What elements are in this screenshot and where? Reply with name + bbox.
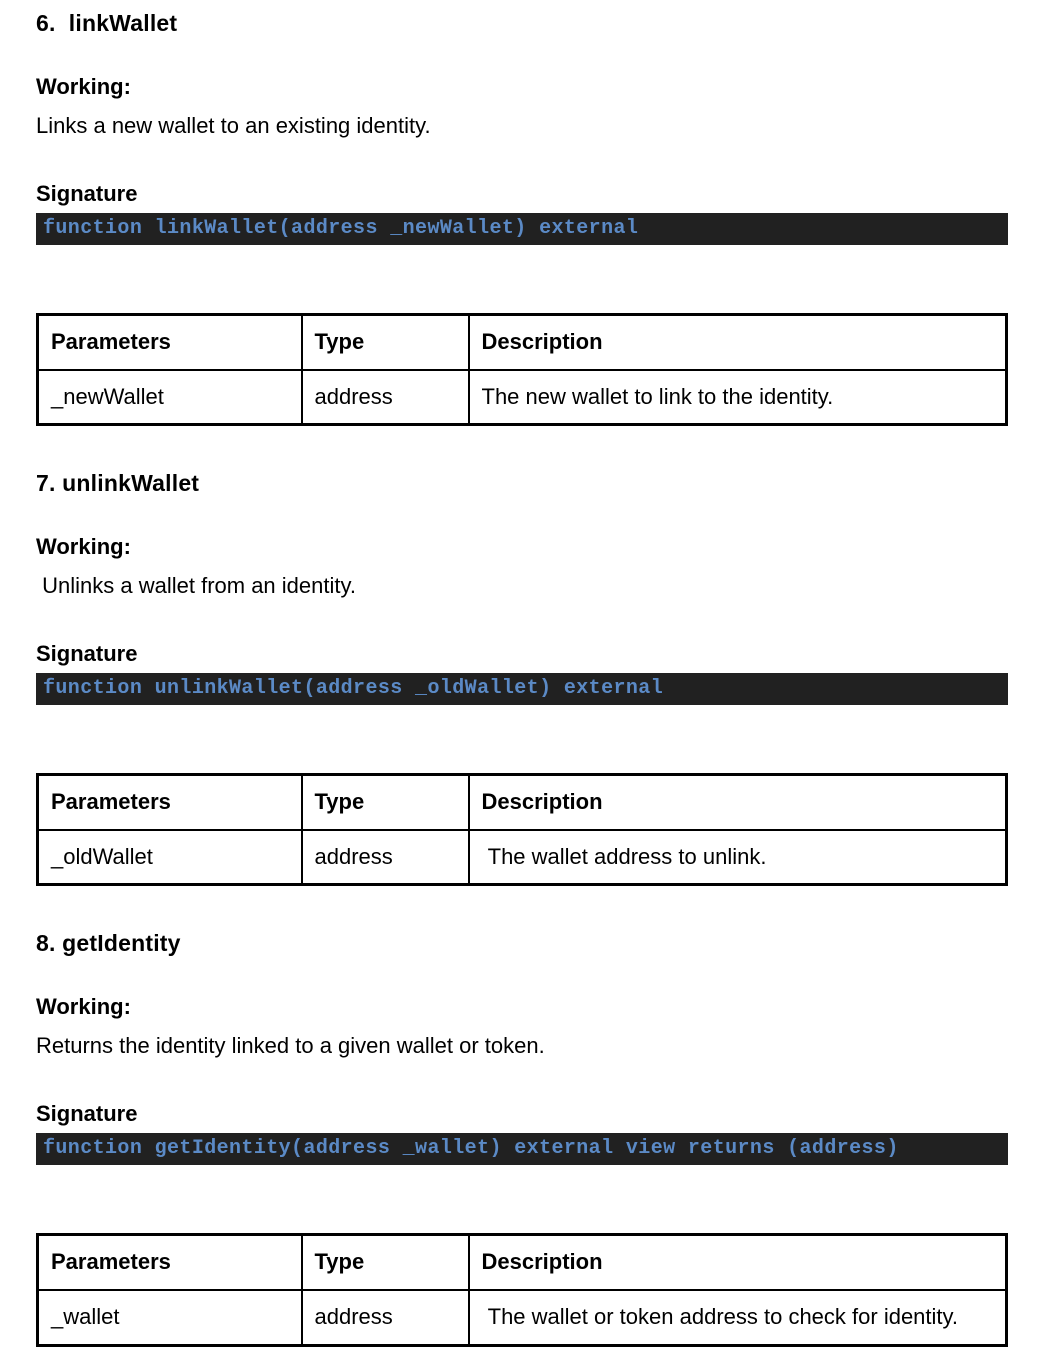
table-header-parameters: Parameters	[38, 1235, 302, 1290]
param-description-cell: The new wallet to link to the identity.	[469, 370, 1007, 425]
param-type-cell: address	[302, 830, 469, 885]
section-heading: 6. linkWallet	[36, 10, 178, 36]
param-name-cell: _newWallet	[38, 370, 302, 425]
parameters-table	[36, 1233, 1008, 1346]
signature-label: Signature	[36, 1101, 138, 1127]
signature-code-block: function linkWallet(address _newWallet) external	[36, 213, 1008, 245]
param-name-cell: _wallet	[38, 1290, 302, 1345]
table-header-type: Type	[302, 315, 469, 370]
parameters-table	[36, 313, 1008, 426]
working-label: Working:	[36, 74, 131, 99]
working-label: Working:	[36, 994, 131, 1020]
section-unlinkwallet	[36, 470, 1008, 886]
section-heading: 7. unlinkWallet	[36, 470, 200, 497]
param-description-cell: The wallet address to unlink.	[469, 830, 1007, 885]
signature-label: Signature	[36, 181, 138, 206]
signature-label: Signature	[36, 641, 138, 667]
param-type-cell: address	[302, 370, 469, 425]
signature-code-block: function unlinkWallet(address _oldWallet) external	[36, 673, 1008, 705]
param-type-cell: address	[302, 1290, 469, 1345]
table-row	[38, 1290, 1007, 1345]
section-heading: 8. getIdentity	[36, 930, 181, 957]
table-header-row	[38, 775, 1007, 830]
table-header-description: Description	[469, 775, 1007, 830]
table-header-description: Description	[469, 1235, 1007, 1290]
param-name-cell: _oldWallet	[38, 830, 302, 885]
signature-code-block: function getIdentity(address _wallet) external view returns (address)	[36, 1133, 1008, 1165]
working-text: Links a new wallet to an existing identity.	[36, 113, 431, 138]
working-text: Unlinks a wallet from an identity.	[36, 573, 356, 599]
section-getidentity	[36, 930, 1008, 1346]
table-header-parameters: Parameters	[38, 315, 302, 370]
table-header-description: Description	[469, 315, 1007, 370]
working-label: Working:	[36, 534, 131, 560]
table-header-row	[38, 1235, 1007, 1290]
param-description-cell: The wallet or token address to check for identity.	[469, 1290, 1007, 1345]
table-header-type: Type	[302, 1235, 469, 1290]
table-header-type: Type	[302, 775, 469, 830]
section-linkwallet	[36, 10, 1008, 426]
table-row	[38, 830, 1007, 885]
parameters-table	[36, 773, 1008, 886]
table-header-row	[38, 315, 1007, 370]
table-row	[38, 370, 1007, 425]
working-text: Returns the identity linked to a given wallet or token.	[36, 1033, 545, 1059]
table-header-parameters: Parameters	[38, 775, 302, 830]
